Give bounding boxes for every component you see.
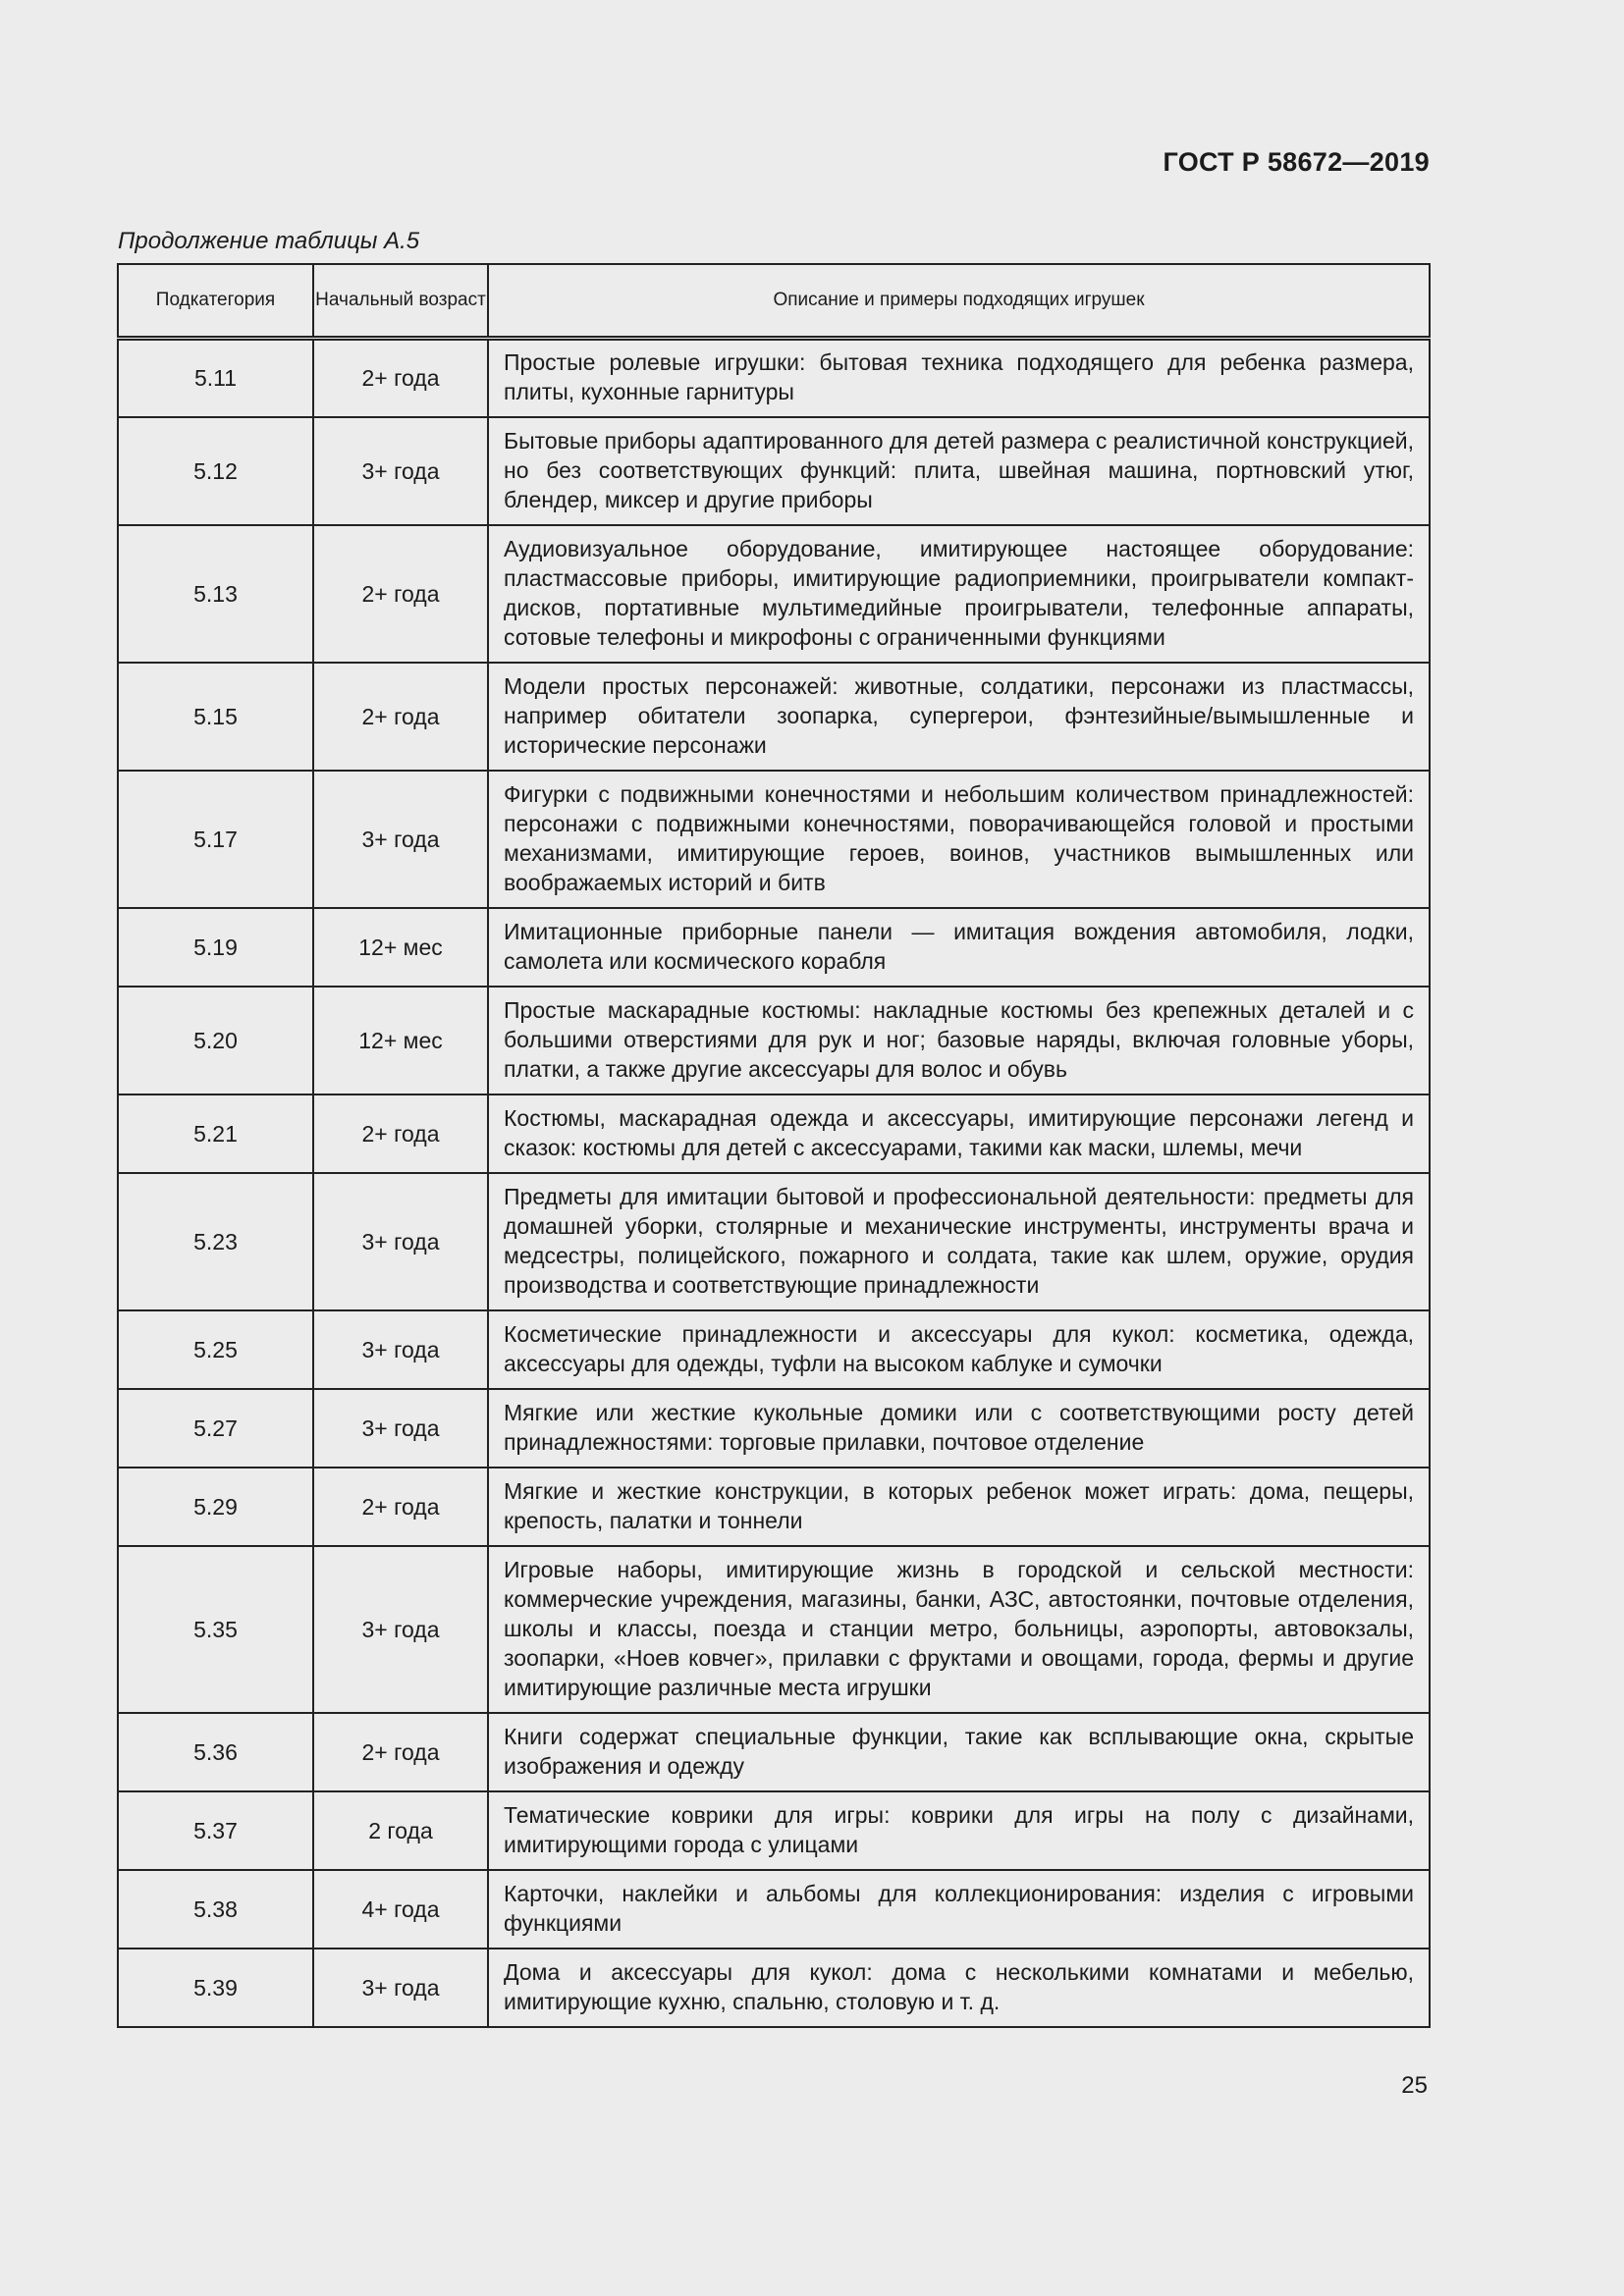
description-cell: Карточки, наклейки и альбомы для коллекционирования: изделия с игровыми функциями: [488, 1870, 1430, 1949]
document-code: ГОСТ Р 58672—2019: [1163, 147, 1430, 177]
subcategory-cell: 5.17: [118, 771, 313, 908]
table-row: [118, 1870, 1430, 1949]
age-cell: 4+ года: [313, 1870, 488, 1949]
age-cell: 2 года: [313, 1791, 488, 1870]
age-cell: 2+ года: [313, 339, 488, 417]
description-cell: Предметы для имитации бытовой и профессиональной деятельности: предметы для домашней уборки, столярные и механические инструменты, инструменты врача и медсестры, полицейского, пожарного и солдата, такие как шлем, оружие, орудия производства и соответствующие принадлежности: [488, 1173, 1430, 1310]
subcategory-cell: 5.27: [118, 1389, 313, 1468]
subcategory-cell: 5.25: [118, 1310, 313, 1389]
description-cell: Простые ролевые игрушки: бытовая техника подходящего для ребенка размера, плиты, кухонные гарнитуры: [488, 339, 1430, 417]
description-cell: Тематические коврики для игры: коврики для игры на полу с дизайнами, имитирующими города с улицами: [488, 1791, 1430, 1870]
description-cell: Косметические принадлежности и аксессуары для кукол: косметика, одежда, аксессуары для одежды, туфли на высоком каблуке и сумочки: [488, 1310, 1430, 1389]
table-header-row: [118, 264, 1430, 339]
subcategory-cell: 5.20: [118, 987, 313, 1095]
subcategory-cell: 5.13: [118, 525, 313, 663]
subcategory-cell: 5.21: [118, 1095, 313, 1173]
description-cell: Костюмы, маскарадная одежда и аксессуары, имитирующие персонажи легенд и сказок: костюмы для детей с аксессуарами, такими как маски, шлемы, мечи: [488, 1095, 1430, 1173]
age-cell: 3+ года: [313, 1389, 488, 1468]
description-cell: Простые маскарадные костюмы: накладные костюмы без крепежных деталей и с большими отверстиями для рук и ног; базовые наряды, включая головные уборы, платки, а также другие аксессуары для волос и обувь: [488, 987, 1430, 1095]
table-row: [118, 987, 1430, 1095]
table-row: [118, 1546, 1430, 1713]
subcategory-cell: 5.39: [118, 1949, 313, 2027]
table-row: [118, 663, 1430, 771]
table-row: [118, 1389, 1430, 1468]
age-cell: 2+ года: [313, 1713, 488, 1791]
table-row: [118, 908, 1430, 987]
subcategory-cell: 5.11: [118, 339, 313, 417]
table-row: [118, 1095, 1430, 1173]
table-row: [118, 1791, 1430, 1870]
description-cell: Дома и аксессуары для кукол: дома с несколькими комнатами и мебелью, имитирующие кухню, спальню, столовую и т. д.: [488, 1949, 1430, 2027]
toy-category-table: [117, 263, 1431, 2028]
description-cell: Книги содержат специальные функции, такие как всплывающие окна, скрытые изображения и одежду: [488, 1713, 1430, 1791]
subcategory-cell: 5.19: [118, 908, 313, 987]
column-header-age: Начальный возраст: [313, 264, 488, 339]
age-cell: 3+ года: [313, 1310, 488, 1389]
column-header-subcategory: Подкатегория: [118, 264, 313, 339]
age-cell: 3+ года: [313, 771, 488, 908]
description-cell: Аудиовизуальное оборудование, имитирующее настоящее оборудование: пластмассовые приборы, имитирующие радиоприемники, проигрыватели компакт-дисков, портативные мультимедийные проигрыватели, телефонные аппараты, сотовые телефоны и микрофоны с ограниченными функциями: [488, 525, 1430, 663]
age-cell: 2+ года: [313, 1468, 488, 1546]
table-row: [118, 1713, 1430, 1791]
age-cell: 3+ года: [313, 1949, 488, 2027]
table-row: [118, 1173, 1430, 1310]
description-cell: Бытовые приборы адаптированного для детей размера с реалистичной конструкцией, но без соответствующих функций: плита, швейная машина, портновский утюг, блендер, миксер и другие приборы: [488, 417, 1430, 525]
table-row: [118, 339, 1430, 417]
age-cell: 3+ года: [313, 1173, 488, 1310]
description-cell: Мягкие и жесткие конструкции, в которых ребенок может играть: дома, пещеры, крепость, палатки и тоннели: [488, 1468, 1430, 1546]
table-row: [118, 417, 1430, 525]
subcategory-cell: 5.29: [118, 1468, 313, 1546]
age-cell: 2+ года: [313, 525, 488, 663]
column-header-description: Описание и примеры подходящих игрушек: [488, 264, 1430, 339]
table-row: [118, 1468, 1430, 1546]
subcategory-cell: 5.38: [118, 1870, 313, 1949]
age-cell: 12+ мес: [313, 908, 488, 987]
table-row: [118, 1949, 1430, 2027]
age-cell: 2+ года: [313, 663, 488, 771]
subcategory-cell: 5.15: [118, 663, 313, 771]
age-cell: 12+ мес: [313, 987, 488, 1095]
age-cell: 3+ года: [313, 417, 488, 525]
table-row: [118, 525, 1430, 663]
subcategory-cell: 5.36: [118, 1713, 313, 1791]
table-row: [118, 1310, 1430, 1389]
age-cell: 3+ года: [313, 1546, 488, 1713]
subcategory-cell: 5.35: [118, 1546, 313, 1713]
page-number: 25: [1401, 2072, 1428, 2099]
table-row: [118, 771, 1430, 908]
age-cell: 2+ года: [313, 1095, 488, 1173]
description-cell: Фигурки с подвижными конечностями и небольшим количеством принадлежностей: персонажи с подвижными конечностями, поворачивающейся головой и простыми механизмами, имитирующие героев, воинов, участников вымышленных или воображаемых историй и битв: [488, 771, 1430, 908]
subcategory-cell: 5.37: [118, 1791, 313, 1870]
description-cell: Модели простых персонажей: животные, солдатики, персонажи из пластмассы, например обитатели зоопарка, супергерои, фэнтезийные/вымышленные и исторические персонажи: [488, 663, 1430, 771]
subcategory-cell: 5.12: [118, 417, 313, 525]
description-cell: Игровые наборы, имитирующие жизнь в городской и сельской местности: коммерческие учреждения, магазины, банки, АЗС, автостоянки, почтовые отделения, школы и классы, поезда и станции метро, больницы, аэропорты, автовокзалы, зоопарки, «Ноев ковчег», прилавки с фруктами и овощами, города, фермы и другие имитирующие различные места игрушки: [488, 1546, 1430, 1713]
subcategory-cell: 5.23: [118, 1173, 313, 1310]
description-cell: Мягкие или жесткие кукольные домики или с соответствующими росту детей принадлежностями: торговые прилавки, почтовое отделение: [488, 1389, 1430, 1468]
description-cell: Имитационные приборные панели — имитация вождения автомобиля, лодки, самолета или космического корабля: [488, 908, 1430, 987]
table-caption: Продолжение таблицы А.5: [118, 228, 420, 254]
